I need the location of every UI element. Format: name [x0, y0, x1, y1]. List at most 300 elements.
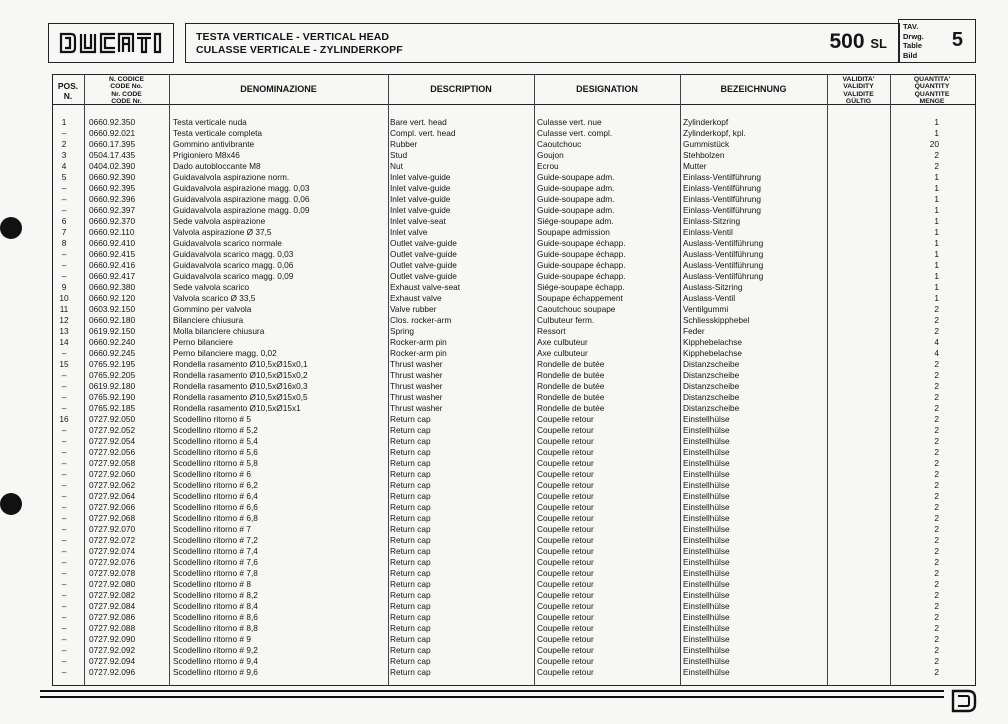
- drwg-label: Drwg.: [903, 31, 924, 41]
- cell-qty: 2: [934, 502, 939, 512]
- cell-code: 0727.92.082: [89, 590, 136, 600]
- cell-it: Scodellino ritorno # 8,8: [173, 623, 258, 633]
- cell-en: Exhaust valve-seat: [390, 282, 461, 292]
- cell-de: Einstellhülse: [683, 458, 730, 468]
- cell-it: Rondella rasamento Ø10,5xØ15x0,5: [173, 392, 308, 402]
- cell-it: Scodellino ritorno # 6: [173, 469, 251, 479]
- cell-en: Return cap: [390, 590, 431, 600]
- cell-pos: –: [61, 205, 67, 215]
- cell-it: Testa verticale nuda: [173, 117, 247, 127]
- cell-qty: 2: [934, 546, 939, 556]
- cell-en: Clos. rocker-arm: [390, 315, 452, 325]
- cell-en: Valve rubber: [390, 304, 437, 314]
- table-row: [52, 150, 974, 161]
- cell-pos: –: [61, 535, 67, 545]
- cell-en: Outlet valve-guide: [390, 238, 457, 248]
- cell-en: Return cap: [390, 480, 431, 490]
- cell-en: Outlet valve-guide: [390, 260, 457, 270]
- cell-it: Bilanciere chiusura: [173, 315, 244, 325]
- cell-qty: 1: [934, 205, 939, 215]
- cell-code: 0765.92.185: [89, 403, 136, 413]
- cell-en: Thrust washer: [390, 392, 443, 402]
- cell-en: Return cap: [390, 469, 431, 479]
- cell-qty: 2: [934, 414, 939, 424]
- cell-de: Einlass-Ventilführung: [683, 172, 761, 182]
- table-row: [52, 271, 974, 282]
- cell-qty: 1: [934, 183, 939, 193]
- col-header-validita-line: VALIDITE: [843, 90, 874, 98]
- table-row: [52, 128, 974, 139]
- cell-qty: 2: [934, 535, 939, 545]
- cell-de: Kipphebelachse: [683, 337, 743, 347]
- cell-qty: 2: [934, 392, 939, 402]
- cell-pos: –: [61, 480, 67, 490]
- cell-qty: 2: [934, 150, 939, 160]
- cell-it: Prigioniero M8x46: [173, 150, 240, 160]
- cell-fr: Coupelle retour: [537, 612, 594, 622]
- cell-qty: 1: [934, 216, 939, 226]
- cell-qty: 2: [934, 359, 939, 369]
- ducati-corner-mark-icon: [950, 688, 978, 714]
- cell-it: Scodellino ritorno # 7,8: [173, 568, 258, 578]
- cell-de: Einstellhülse: [683, 491, 730, 501]
- table-row: [52, 447, 974, 458]
- cell-de: Einstellhülse: [683, 623, 730, 633]
- cell-pos: –: [61, 513, 67, 523]
- cell-code: 0727.92.076: [89, 557, 136, 567]
- cell-it: Dado autobloccante M8: [173, 161, 261, 171]
- table-row: [52, 370, 974, 381]
- table-row: [52, 480, 974, 491]
- cell-de: Auslass-Ventilführung: [683, 238, 764, 248]
- cell-en: Return cap: [390, 601, 431, 611]
- cell-pos: –: [61, 381, 67, 391]
- cell-de: Einstellhülse: [683, 425, 730, 435]
- cell-pos: 9: [61, 282, 67, 292]
- table-row: [52, 458, 974, 469]
- model-number: 500: [829, 30, 865, 53]
- cell-qty: 2: [934, 634, 939, 644]
- cell-de: Schliesskipphebel: [683, 315, 750, 325]
- cell-en: Exhaust valve: [390, 293, 442, 303]
- cell-de: Auslass-Ventil: [683, 293, 736, 303]
- cell-en: Return cap: [390, 579, 431, 589]
- col-header-quantita-line: QUANTITA': [913, 76, 951, 83]
- cell-fr: Rondelle de butée: [537, 370, 605, 380]
- cell-de: Einstellhülse: [683, 656, 730, 666]
- cell-pos: –: [61, 623, 67, 633]
- table-row: [52, 326, 974, 337]
- table-row: [52, 183, 974, 194]
- cell-fr: Soupape échappement: [537, 293, 623, 303]
- cell-pos: 5: [61, 172, 67, 182]
- cell-fr: Goujon: [537, 150, 564, 160]
- col-header-validita-line: VALIDITA': [842, 76, 875, 83]
- cell-code: 0660.17.395: [89, 139, 136, 149]
- cell-pos: 12: [59, 315, 69, 325]
- cell-en: Return cap: [390, 623, 431, 633]
- cell-fr: Coupelle retour: [537, 425, 594, 435]
- cell-code: 0660.92.410: [89, 238, 136, 248]
- table-row: [52, 282, 974, 293]
- cell-pos: 13: [59, 326, 69, 336]
- table-row: [52, 304, 974, 315]
- cell-it: Guidavalvola scarico magg. 0,09: [173, 271, 294, 281]
- cell-pos: 3: [61, 150, 67, 160]
- cell-fr: Guide-soupape échapp.: [537, 260, 626, 270]
- cell-fr: Siége-soupape adm.: [537, 216, 614, 226]
- cell-pos: –: [61, 458, 67, 468]
- cell-it: Sede valvola scarico: [173, 282, 250, 292]
- cell-it: Guidavalvola scarico magg. 0,03: [173, 249, 294, 259]
- cell-en: Thrust washer: [390, 370, 443, 380]
- tav-label: TAV.: [903, 22, 919, 31]
- cell-fr: Coupelle retour: [537, 447, 594, 457]
- cell-code: 0660.92.240: [89, 337, 136, 347]
- cell-qty: 2: [934, 425, 939, 435]
- cell-en: Thrust washer: [390, 403, 443, 413]
- cell-code: 0727.92.064: [89, 491, 136, 501]
- cell-de: Einlass-Ventil: [683, 227, 733, 237]
- cell-fr: Coupelle retour: [537, 667, 594, 677]
- binder-hole-bottom: [0, 493, 22, 515]
- cell-qty: 1: [934, 260, 939, 270]
- cell-fr: Guide-soupape échapp.: [537, 271, 626, 281]
- cell-it: Valvola aspirazione Ø 37,5: [173, 227, 272, 237]
- cell-it: Scodellino ritorno # 7,6: [173, 557, 258, 567]
- cell-fr: Guide-soupape adm.: [537, 194, 615, 204]
- table-row: [52, 293, 974, 304]
- cell-qty: 2: [934, 557, 939, 567]
- col-header-description: DESCRIPTION: [430, 84, 492, 94]
- cell-de: Einstellhülse: [683, 502, 730, 512]
- cell-en: Return cap: [390, 546, 431, 556]
- table-row: [52, 205, 974, 216]
- cell-fr: Coupelle retour: [537, 645, 594, 655]
- cell-qty: 2: [934, 612, 939, 622]
- cell-fr: Coupelle retour: [537, 513, 594, 523]
- cell-pos: –: [61, 370, 67, 380]
- table-number: 5: [951, 29, 963, 51]
- cell-pos: –: [61, 249, 67, 259]
- cell-en: Inlet valve-guide: [390, 183, 451, 193]
- cell-pos: –: [61, 469, 67, 479]
- cell-code: 0660.92.370: [89, 216, 136, 226]
- cell-fr: Soupape admission: [537, 227, 610, 237]
- cell-en: Outlet valve-guide: [390, 271, 457, 281]
- cell-fr: Coupelle retour: [537, 524, 594, 534]
- cell-fr: Rondelle de butée: [537, 392, 605, 402]
- cell-pos: –: [61, 403, 67, 413]
- cell-qty: 1: [934, 282, 939, 292]
- cell-fr: Coupelle retour: [537, 480, 594, 490]
- cell-en: Return cap: [390, 436, 431, 446]
- cell-code: 0727.92.062: [89, 480, 136, 490]
- cell-qty: 1: [934, 271, 939, 281]
- cell-pos: –: [61, 491, 67, 501]
- cell-it: Scodellino ritorno # 8,2: [173, 590, 258, 600]
- cell-code: 0619.92.180: [89, 381, 136, 391]
- table-row: [52, 469, 974, 480]
- cell-code: 0727.92.056: [89, 447, 136, 457]
- cell-fr: Coupelle retour: [537, 568, 594, 578]
- cell-code: 0727.92.070: [89, 524, 136, 534]
- cell-it: Scodellino ritorno # 9,2: [173, 645, 258, 655]
- table-row: [52, 249, 974, 260]
- cell-pos: –: [61, 656, 67, 666]
- cell-en: Return cap: [390, 568, 431, 578]
- table-row: [52, 227, 974, 238]
- cell-pos: –: [61, 348, 67, 358]
- cell-qty: 1: [934, 293, 939, 303]
- table-row: [52, 216, 974, 227]
- cell-code: 0404.02.390: [89, 161, 136, 171]
- cell-fr: Guide-soupape échapp.: [537, 249, 626, 259]
- cell-qty: 1: [934, 249, 939, 259]
- cell-fr: Coupelle retour: [537, 557, 594, 567]
- cell-de: Distanzscheibe: [683, 370, 740, 380]
- cell-fr: Coupelle retour: [537, 546, 594, 556]
- table-row: [52, 656, 974, 667]
- cell-pos: 4: [61, 161, 67, 171]
- title-line-2: CULASSE VERTICALE - ZYLINDERKOPF: [196, 44, 403, 56]
- cell-code: 0660.92.120: [89, 293, 136, 303]
- cell-code: 0765.92.205: [89, 370, 136, 380]
- cell-it: Scodellino ritorno # 6,4: [173, 491, 258, 501]
- cell-pos: –: [61, 557, 67, 567]
- col-header-quantita-line: MENGE: [919, 97, 945, 105]
- cell-fr: Coupelle retour: [537, 491, 594, 501]
- table-row: [52, 579, 974, 590]
- cell-qty: 2: [934, 370, 939, 380]
- bild-label: Bild: [903, 50, 918, 60]
- col-header-quantita-line: QUANTITE: [914, 90, 950, 98]
- cell-de: Einstellhülse: [683, 667, 730, 677]
- cell-code: 0727.92.092: [89, 645, 136, 655]
- cell-code: 0727.92.072: [89, 535, 136, 545]
- cell-pos: 15: [59, 359, 69, 369]
- cell-fr: Culasse vert. compl.: [537, 128, 613, 138]
- table-row: [52, 392, 974, 403]
- cell-en: Return cap: [390, 667, 431, 677]
- cell-de: Einstellhülse: [683, 513, 730, 523]
- title-line-1: TESTA VERTICALE - VERTICAL HEAD: [196, 31, 390, 43]
- cell-code: 0660.92.021: [89, 128, 136, 138]
- cell-fr: Coupelle retour: [537, 502, 594, 512]
- cell-en: Return cap: [390, 634, 431, 644]
- binder-hole-top: [0, 217, 22, 239]
- cell-code: 0727.92.084: [89, 601, 136, 611]
- cell-it: Guidavalvola aspirazione magg. 0,03: [173, 183, 310, 193]
- cell-fr: Culbuteur ferm.: [537, 315, 595, 325]
- cell-de: Einlass-Sitzring: [683, 216, 741, 226]
- cell-code: 0727.92.088: [89, 623, 136, 633]
- cell-code: 0660.92.180: [89, 315, 136, 325]
- cell-qty: 1: [934, 117, 939, 127]
- cell-code: 0727.92.068: [89, 513, 136, 523]
- cell-code: 0765.92.190: [89, 392, 136, 402]
- cell-it: Scodellino ritorno # 5,4: [173, 436, 258, 446]
- table-row: [52, 513, 974, 524]
- cell-en: Return cap: [390, 425, 431, 435]
- cell-pos: –: [61, 667, 67, 677]
- cell-code: 0727.92.080: [89, 579, 136, 589]
- table-row: [52, 238, 974, 249]
- cell-fr: Rondelle de butée: [537, 359, 605, 369]
- table-row: [52, 403, 974, 414]
- cell-en: Outlet valve-guide: [390, 249, 457, 259]
- cell-code: 0660.92.380: [89, 282, 136, 292]
- cell-de: Gummistück: [683, 139, 730, 149]
- cell-en: Inlet valve-seat: [390, 216, 446, 226]
- cell-qty: 4: [934, 348, 939, 358]
- cell-en: Rocker-arm pin: [390, 337, 447, 347]
- cell-it: Scodellino ritorno # 9,6: [173, 667, 258, 677]
- cell-de: Auslass-Ventilführung: [683, 260, 764, 270]
- cell-it: Scodellino ritorno # 5,2: [173, 425, 258, 435]
- cell-code: 0660.92.110: [89, 227, 135, 237]
- cell-code: 0727.92.058: [89, 458, 136, 468]
- cell-de: Einstellhülse: [683, 535, 730, 545]
- cell-it: Scodellino ritorno # 7,2: [173, 535, 258, 545]
- table-row: [52, 524, 974, 535]
- cell-code: 0727.92.096: [89, 667, 136, 677]
- cell-fr: Coupelle retour: [537, 623, 594, 633]
- cell-code: 0727.92.094: [89, 656, 136, 666]
- cell-en: Bare vert. head: [390, 117, 447, 127]
- cell-de: Einlass-Ventilführung: [683, 194, 761, 204]
- cell-de: Einstellhülse: [683, 469, 730, 479]
- cell-fr: Coupelle retour: [537, 634, 594, 644]
- table-row: [52, 612, 974, 623]
- cell-en: Return cap: [390, 458, 431, 468]
- table-row: [52, 337, 974, 348]
- cell-de: Feder: [683, 326, 705, 336]
- cell-de: Distanzscheibe: [683, 381, 740, 391]
- table-row: [52, 623, 974, 634]
- col-header-code-line: N. CODICE: [108, 76, 145, 83]
- table-row: [52, 425, 974, 436]
- cell-pos: 16: [59, 414, 69, 424]
- cell-fr: Axe culbuteur: [537, 337, 588, 347]
- cell-code: 0727.92.074: [89, 546, 136, 556]
- cell-it: Gommino per valvola: [173, 304, 252, 314]
- cell-pos: –: [61, 568, 67, 578]
- cell-code: 0727.92.090: [89, 634, 136, 644]
- cell-de: Zylinderkopf: [683, 117, 729, 127]
- col-header-code-line: CODE No.: [110, 83, 143, 91]
- cell-de: Ventilgummi: [683, 304, 729, 314]
- cell-qty: 2: [934, 403, 939, 413]
- cell-code: 0660.92.397: [89, 205, 136, 215]
- bottom-rule: [40, 690, 944, 692]
- cell-fr: Coupelle retour: [537, 436, 594, 446]
- cell-it: Valvola scarico Ø 33,5: [173, 293, 256, 303]
- cell-code: 0727.92.060: [89, 469, 136, 479]
- cell-en: Thrust washer: [390, 381, 443, 391]
- cell-qty: 2: [934, 513, 939, 523]
- cell-it: Guidavalvola aspirazione magg. 0,06: [173, 194, 310, 204]
- model-label: [829, 30, 887, 54]
- cell-code: 0504.17.435: [89, 150, 136, 160]
- cell-it: Perno bilanciere: [173, 337, 233, 347]
- cell-pos: –: [61, 590, 67, 600]
- cell-fr: Rondelle de butée: [537, 381, 605, 391]
- col-header-code: [84, 76, 169, 105]
- cell-qty: 2: [934, 524, 939, 534]
- cell-it: Guidavalvola scarico magg. 0,06: [173, 260, 294, 270]
- cell-fr: Culasse vert. nue: [537, 117, 602, 127]
- cell-pos: 8: [61, 238, 67, 248]
- cell-pos: –: [61, 634, 67, 644]
- cell-en: Thrust washer: [390, 359, 443, 369]
- cell-fr: Guide-soupape échapp.: [537, 238, 626, 248]
- cell-fr: Caoutchouc soupape: [537, 304, 616, 314]
- cell-fr: Siége-soupape échapp.: [537, 282, 625, 292]
- cell-en: Return cap: [390, 535, 431, 545]
- col-header-validita-line: GÜLTIG: [845, 97, 872, 105]
- ducati-logo: [59, 30, 163, 56]
- table-row: [52, 194, 974, 205]
- table-row: [52, 634, 974, 645]
- cell-de: Einstellhülse: [683, 601, 730, 611]
- cell-fr: Guide-soupape adm.: [537, 205, 615, 215]
- cell-qty: 2: [934, 579, 939, 589]
- cell-it: Molla bilanciere chiusura: [173, 326, 265, 336]
- col-header-code-line: CODE Nr.: [111, 97, 142, 105]
- cell-de: Einstellhülse: [683, 436, 730, 446]
- cell-en: Return cap: [390, 656, 431, 666]
- col-header-quantita-line: QUANTITY: [914, 83, 950, 91]
- cell-qty: 2: [934, 469, 939, 479]
- table-row: [52, 348, 974, 359]
- table-row: [52, 117, 974, 128]
- cell-qty: 1: [934, 128, 939, 138]
- col-header-validita: [827, 76, 890, 105]
- cell-de: Einstellhülse: [683, 447, 730, 457]
- cell-de: Auslass-Sitzring: [683, 282, 743, 292]
- cell-qty: 2: [934, 623, 939, 633]
- cell-qty: 2: [934, 315, 939, 325]
- cell-pos: –: [61, 601, 67, 611]
- cell-it: Scodellino ritorno # 7: [173, 524, 251, 534]
- cell-code: 0660.92.350: [89, 117, 136, 127]
- cell-qty: 2: [934, 645, 939, 655]
- cell-pos: 14: [59, 337, 69, 347]
- cell-code: 0660.92.245: [89, 348, 136, 358]
- col-header-pos: [52, 81, 84, 101]
- cell-de: Einstellhülse: [683, 590, 730, 600]
- cell-qty: 1: [934, 172, 939, 182]
- cell-de: Einstellhülse: [683, 612, 730, 622]
- cell-pos: –: [61, 436, 67, 446]
- table-number-box: [898, 19, 976, 63]
- cell-en: Inlet valve-guide: [390, 205, 451, 215]
- cell-fr: Rondelle de butée: [537, 403, 605, 413]
- table-row: [52, 172, 974, 183]
- cell-code: 0727.92.054: [89, 436, 136, 446]
- table-row: [52, 491, 974, 502]
- cell-fr: Ressort: [537, 326, 566, 336]
- cell-de: Distanzscheibe: [683, 392, 740, 402]
- cell-pos: –: [61, 183, 67, 193]
- table-row: [52, 535, 974, 546]
- cell-fr: Coupelle retour: [537, 590, 594, 600]
- cell-qty: 20: [929, 139, 939, 149]
- table-label: Table: [903, 41, 923, 50]
- cell-fr: Coupelle retour: [537, 601, 594, 611]
- cell-pos: –: [61, 425, 67, 435]
